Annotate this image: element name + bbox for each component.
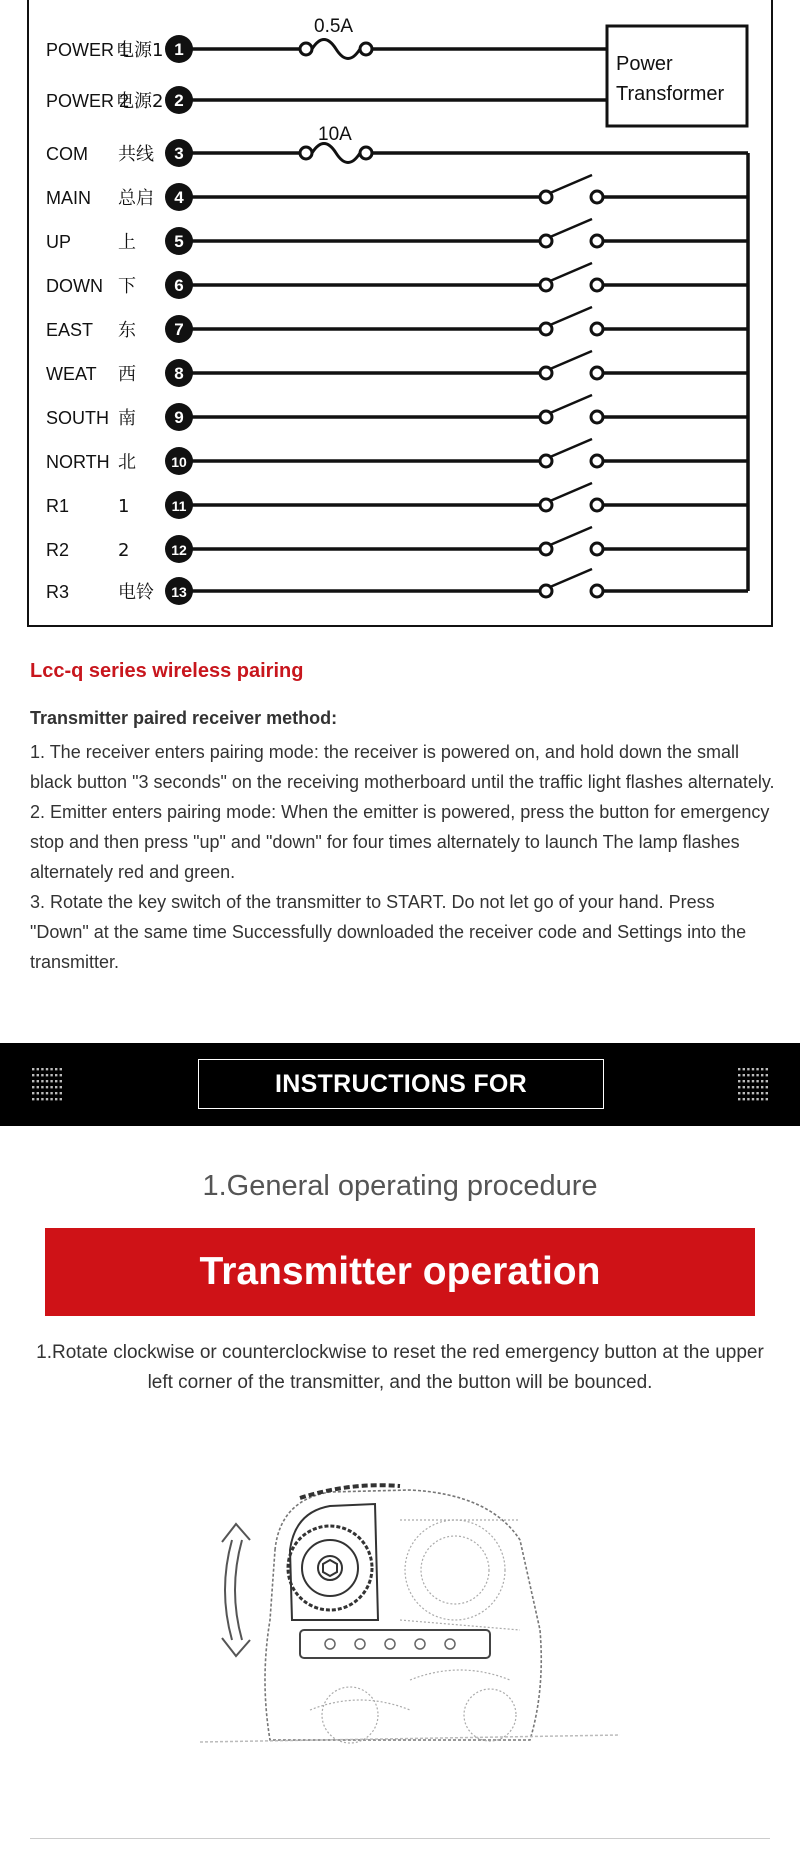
dot <box>761 1074 763 1076</box>
dot <box>60 1092 62 1094</box>
dot <box>756 1080 758 1082</box>
dot <box>60 1098 62 1100</box>
dot <box>60 1080 62 1082</box>
dot <box>50 1098 52 1100</box>
base-line <box>200 1735 620 1742</box>
dot <box>756 1098 758 1100</box>
dot <box>743 1080 745 1082</box>
switch-contact-right <box>591 191 603 203</box>
dot <box>761 1092 763 1094</box>
dot <box>50 1080 52 1082</box>
switch-arm <box>550 569 592 587</box>
dot <box>50 1086 52 1088</box>
dot <box>752 1068 754 1070</box>
control-strip-buttons <box>325 1639 455 1649</box>
dot <box>32 1080 34 1082</box>
dot <box>747 1068 749 1070</box>
terminal-label-cn: 共线 <box>118 144 154 165</box>
dot <box>60 1086 62 1088</box>
terminal-number: 9 <box>174 408 184 427</box>
dot <box>738 1086 740 1088</box>
terminal-label-en: COM <box>46 144 88 164</box>
dot <box>766 1086 768 1088</box>
dot <box>766 1080 768 1082</box>
fuse2-label: 10A <box>318 124 352 145</box>
switch-contact-right <box>591 455 603 467</box>
pairing-title: Lcc-q series wireless pairing <box>30 660 304 682</box>
dot <box>46 1074 48 1076</box>
power2-cn: 电源2 <box>116 91 164 112</box>
pairing-step-1: 1. The receiver enters pairing mode: the receiver is powered on, and hold down the small black button "3 seconds" on the receiving motherboard until the traffic light flashes alternately. <box>30 742 775 792</box>
dot <box>41 1080 43 1082</box>
terminal-label-cn: 总启 <box>118 188 154 209</box>
dot <box>743 1086 745 1088</box>
dot <box>41 1098 43 1100</box>
switch-arm <box>550 439 592 457</box>
dot <box>766 1098 768 1100</box>
dot <box>50 1092 52 1094</box>
terminal-label-en: WEAT <box>46 364 97 384</box>
terminal-number: 10 <box>171 454 187 470</box>
banner-label: INSTRUCTIONS FOR <box>198 1059 604 1109</box>
transformer-label-1: Power <box>616 53 673 75</box>
fuse1-icon <box>312 40 360 59</box>
dot <box>747 1092 749 1094</box>
dot <box>761 1068 763 1070</box>
dot <box>738 1068 740 1070</box>
switch-arm <box>550 307 592 325</box>
dot <box>761 1080 763 1082</box>
dot <box>55 1074 57 1076</box>
dot <box>752 1074 754 1076</box>
switch-contact-right <box>591 279 603 291</box>
dot <box>46 1068 48 1070</box>
dot <box>747 1074 749 1076</box>
dot <box>752 1086 754 1088</box>
dot <box>761 1086 763 1088</box>
switch-arm <box>550 527 592 545</box>
dot <box>738 1080 740 1082</box>
terminal-label-en: R1 <box>46 496 70 516</box>
dot <box>41 1068 43 1070</box>
dot <box>32 1074 34 1076</box>
dot <box>55 1098 57 1100</box>
terminal-label-en: NORTH <box>46 452 110 472</box>
dot <box>752 1080 754 1082</box>
pairing-subtitle: Transmitter paired receiver method: <box>30 708 338 728</box>
terminal-label-en: SOUTH <box>46 408 109 428</box>
dot <box>747 1086 749 1088</box>
terminal-number: 2 <box>174 91 184 110</box>
pairing-step-2: 2. Emitter enters pairing mode: When the emitter is powered, press the button for emergency stop and then press "up" and "down" for four times alternately to launch The lamp flashes alternately red and green. <box>30 802 770 882</box>
fuse1-terminal-left <box>300 43 312 55</box>
dot <box>60 1068 62 1070</box>
dot <box>743 1098 745 1100</box>
dot <box>55 1080 57 1082</box>
terminal-label-en: DOWN <box>46 276 103 296</box>
emergency-button-ring <box>302 1540 358 1596</box>
power1-cn: 电源1 <box>116 40 164 61</box>
switch-contact-right <box>591 499 603 511</box>
switch-contact-right <box>591 235 603 247</box>
switch-contact-right <box>591 367 603 379</box>
switch-contact-right <box>591 543 603 555</box>
dot <box>41 1086 43 1088</box>
dot <box>50 1068 52 1070</box>
power-transformer-box <box>607 26 747 126</box>
rotate-arrow-icon <box>222 1524 250 1656</box>
terminal-label-en: R3 <box>46 582 70 602</box>
dot <box>752 1092 754 1094</box>
dot <box>46 1092 48 1094</box>
terminal-number: 13 <box>171 584 187 600</box>
dot <box>756 1086 758 1088</box>
pairing-section <box>30 660 775 977</box>
fuse2-terminal-right <box>360 147 372 159</box>
terminal-label-cn: 下 <box>118 276 136 297</box>
transmitter-illustration <box>200 1480 620 1750</box>
dot <box>738 1092 740 1094</box>
terminal-label-cn: 南 <box>118 408 136 429</box>
dot <box>743 1092 745 1094</box>
dot <box>766 1068 768 1070</box>
emergency-button-outer <box>288 1526 372 1610</box>
dot <box>46 1098 48 1100</box>
dot <box>37 1092 39 1094</box>
dot <box>50 1074 52 1076</box>
terminal-label-en: UP <box>46 232 72 252</box>
terminal-label-cn: 2 <box>118 540 130 561</box>
terminal-label-en: MAIN <box>46 188 91 208</box>
terminal-label-cn: 电铃 <box>118 582 154 603</box>
transmitter-body <box>265 1490 541 1740</box>
dot <box>756 1074 758 1076</box>
dot <box>46 1080 48 1082</box>
power2-label: POWER 2 <box>46 91 130 111</box>
power1-label: POWER 1 <box>46 40 130 60</box>
dot <box>55 1086 57 1088</box>
fuse2-terminal-left <box>300 147 312 159</box>
dot <box>738 1098 740 1100</box>
dot <box>41 1092 43 1094</box>
dot <box>60 1074 62 1076</box>
terminal-label-cn: 北 <box>118 452 136 473</box>
dot <box>738 1074 740 1076</box>
transformer-label-2: Transformer <box>616 83 725 105</box>
fuse1-terminal-right <box>360 43 372 55</box>
operation-step-1: 1.Rotate clockwise or counterclockwise to reset the red emergency button at the upper left corner of the transmitter, and the button will be bounced. <box>36 1342 764 1393</box>
switch-contact-right <box>591 585 603 597</box>
dot <box>41 1074 43 1076</box>
transmitter-operation-heading: Transmitter operation <box>45 1228 755 1316</box>
bottom-divider <box>30 1838 770 1839</box>
terminal-number: 3 <box>174 144 184 163</box>
dot <box>37 1074 39 1076</box>
fuse2-icon <box>312 144 360 163</box>
dot <box>37 1086 39 1088</box>
terminal-label-en: EAST <box>46 320 94 340</box>
terminal-number: 5 <box>174 232 184 251</box>
terminal-number: 8 <box>174 364 184 383</box>
dot <box>756 1068 758 1070</box>
pairing-step-3: 3. Rotate the key switch of the transmitter to START. Do not let go of your hand. Press "Down" at the same time Successfully downloaded the receiver code and Settings into the transmitter. <box>30 892 747 972</box>
dot <box>46 1086 48 1088</box>
switch-contact-right <box>591 323 603 335</box>
instructions-banner <box>0 1043 800 1126</box>
switch-arm <box>550 175 592 193</box>
dot <box>761 1098 763 1100</box>
terminal-label-en: R2 <box>46 540 70 560</box>
dot <box>55 1092 57 1094</box>
switch-arm <box>550 395 592 413</box>
terminal-number: 6 <box>174 276 184 295</box>
switch-arm <box>550 263 592 281</box>
section-title: 1.General operating procedure <box>202 1170 598 1202</box>
dot <box>37 1080 39 1082</box>
switch-contact-right <box>591 411 603 423</box>
dot <box>37 1068 39 1070</box>
terminal-number: 7 <box>174 320 184 339</box>
terminal-label-cn: 西 <box>118 364 136 385</box>
terminal-label-cn: 1 <box>118 496 130 517</box>
terminal-label-cn: 东 <box>118 320 136 341</box>
dot <box>766 1092 768 1094</box>
fuse1-label: 0.5A <box>314 16 354 37</box>
dot <box>747 1098 749 1100</box>
dot <box>743 1074 745 1076</box>
dot <box>37 1098 39 1100</box>
switch-arm <box>550 219 592 237</box>
terminal-number: 4 <box>174 188 184 207</box>
dot <box>32 1098 34 1100</box>
dot <box>32 1086 34 1088</box>
terminal-number: 11 <box>171 498 187 514</box>
dot <box>752 1098 754 1100</box>
dot <box>55 1068 57 1070</box>
terminal-number: 1 <box>174 40 184 59</box>
dot <box>32 1068 34 1070</box>
dot <box>32 1092 34 1094</box>
terminal-number: 12 <box>171 542 187 558</box>
dot-grid-right-icon <box>738 1068 770 1102</box>
dot <box>743 1068 745 1070</box>
wiring-diagram <box>0 0 800 640</box>
dot-grid-left-icon <box>32 1068 64 1102</box>
dot <box>756 1092 758 1094</box>
dot <box>747 1080 749 1082</box>
switch-arm <box>550 351 592 369</box>
dot <box>766 1074 768 1076</box>
emergency-button-nut <box>323 1560 337 1576</box>
switch-arm <box>550 483 592 501</box>
terminal-label-cn: 上 <box>118 232 136 253</box>
